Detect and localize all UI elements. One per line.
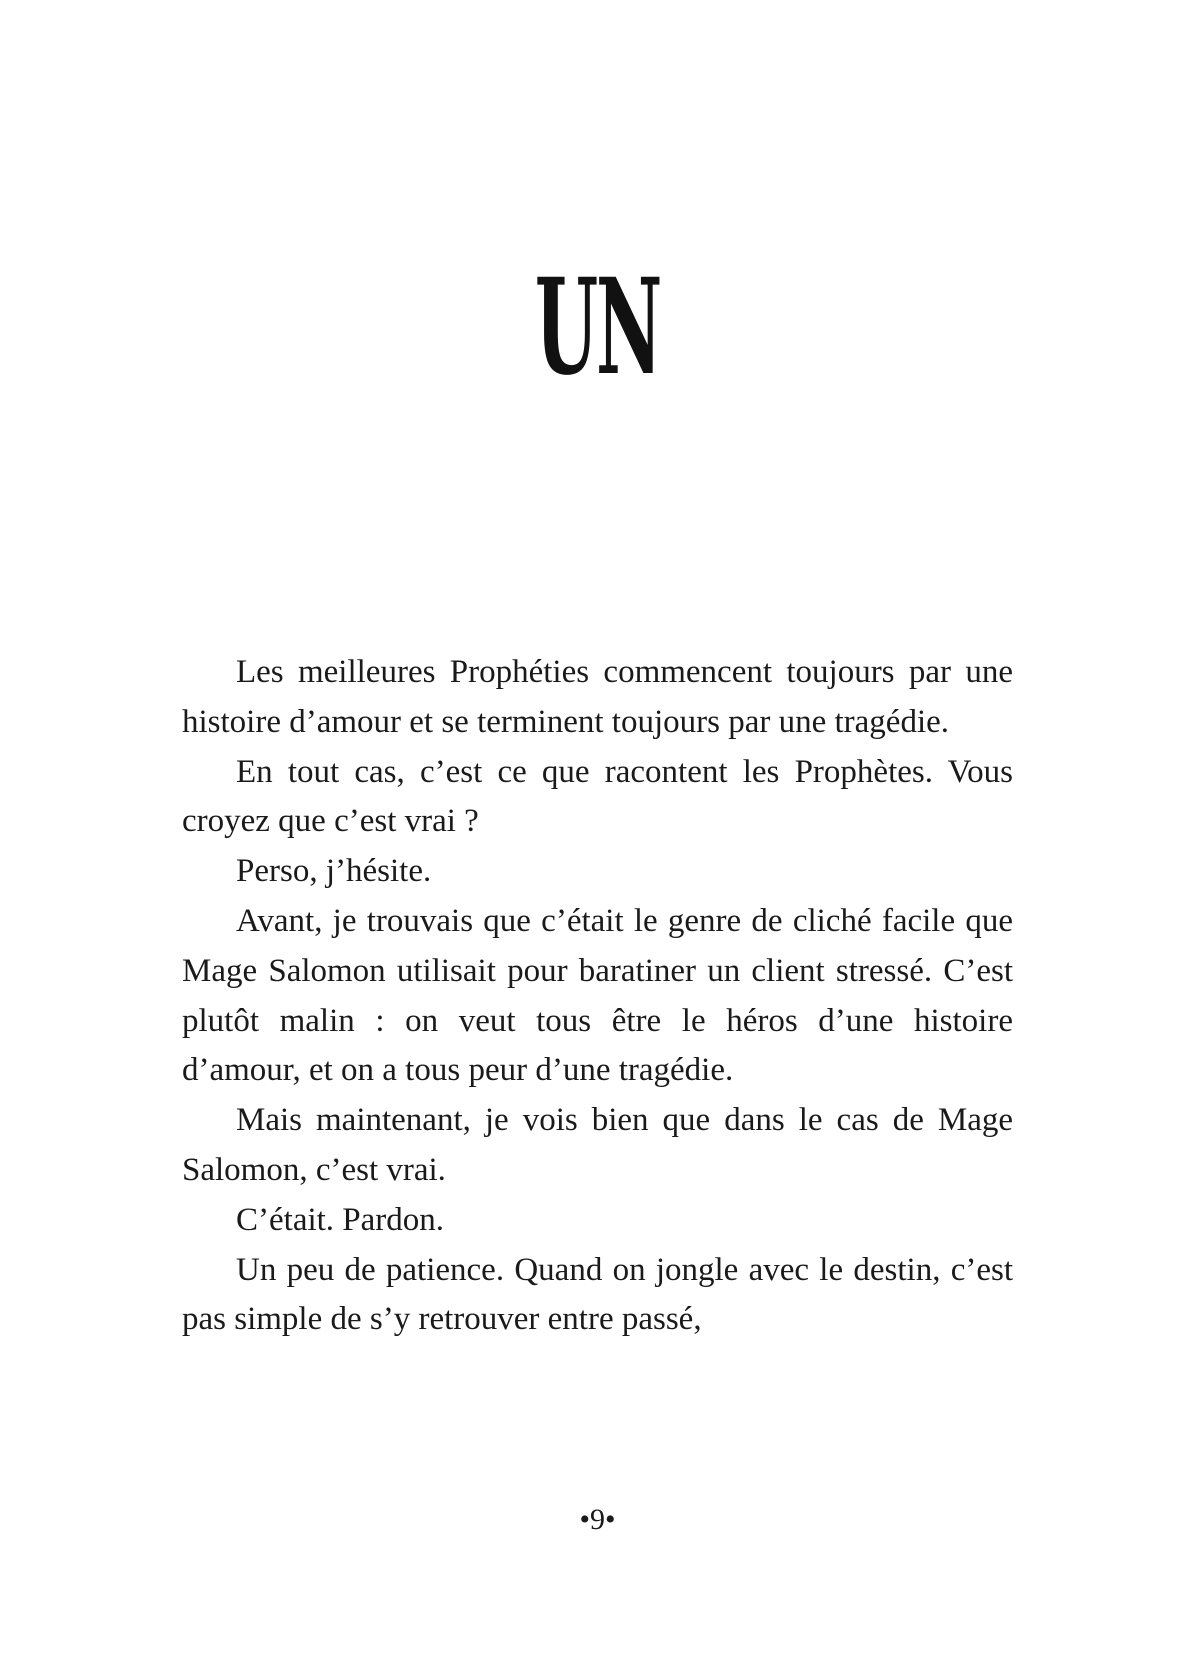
body-text xyxy=(182,648,1013,1345)
paragraph: Un peu de patience. Quand on jongle avec le destin, c’est pas simple de s’y retrouver entre passé, xyxy=(182,1251,1013,1338)
paragraph: En tout cas, c’est ce que racontent les Prophètes. Vous croyez que c’est vrai ? xyxy=(182,753,1013,840)
paragraph: Mais maintenant, je vois bien que dans le cas de Mage Salomon, c’est vrai. xyxy=(182,1102,1013,1188)
paragraph: Avant, je trouvais que c’était le genre de cliché facile que Mage Salomon utilisait pour baratiner un client stressé. C’est plutôt malin : on veut tous être le héros d’une histoire d’amour, et on a tous peur d’une tragédie. xyxy=(182,902,1013,1089)
paragraph: Les meilleures Prophéties commencent toujours par une histoire d’amour et se terminent toujours par une tragédie. xyxy=(182,654,1013,740)
paragraph: Perso, j’hésite. xyxy=(236,853,432,890)
chapter-title: UN xyxy=(534,250,661,405)
page-number: •9• xyxy=(579,1503,616,1536)
paragraph: C’était. Pardon. xyxy=(236,1201,445,1238)
